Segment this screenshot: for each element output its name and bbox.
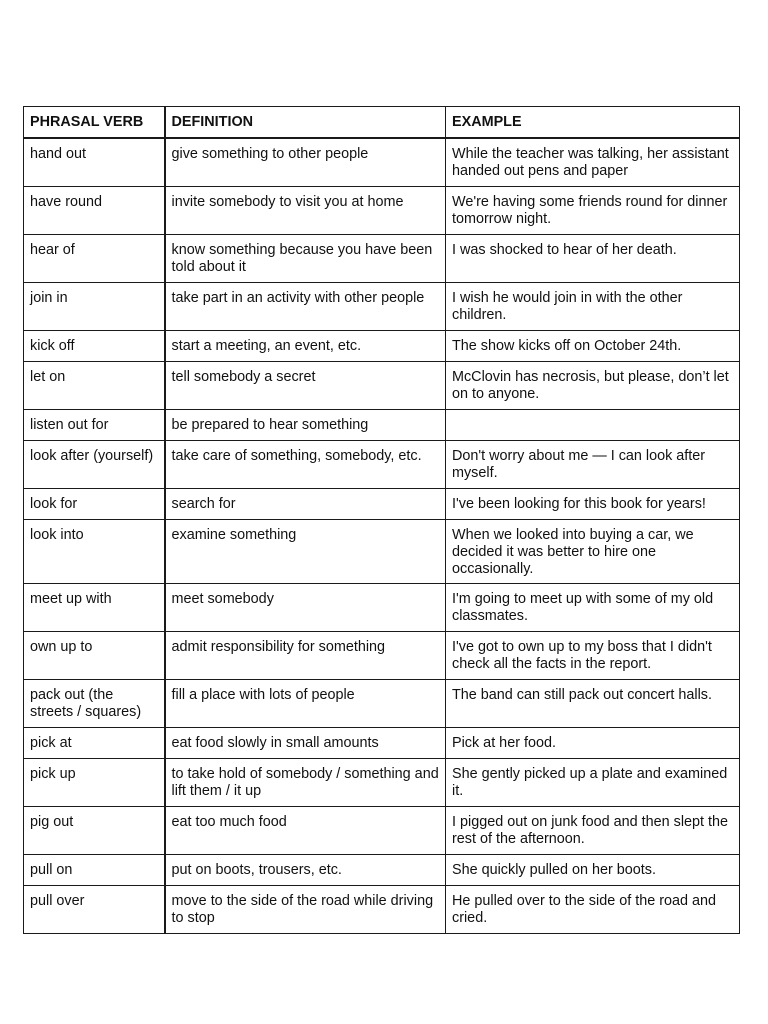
definition-cell: eat food slowly in small amounts (165, 728, 446, 759)
definition-cell: to take hold of somebody / something and lift them / it up (165, 759, 446, 807)
example-cell: When we looked into buying a car, we decided it was better to hire one occasionally. (446, 520, 740, 584)
verb-cell: pick at (24, 728, 165, 759)
verb-cell: let on (24, 362, 165, 410)
table-row (24, 283, 740, 331)
example-cell: I've got to own up to my boss that I didn't check all the facts in the report. (446, 632, 740, 680)
definition-cell: know something because you have been told about it (165, 235, 446, 283)
table-row (24, 138, 740, 187)
table-row (24, 584, 740, 632)
definition-cell: meet somebody (165, 584, 446, 632)
verb-cell: look into (24, 520, 165, 584)
definition-cell: admit responsibility for something (165, 632, 446, 680)
verb-cell: hear of (24, 235, 165, 283)
example-cell: He pulled over to the side of the road and cried. (446, 886, 740, 934)
table-row (24, 807, 740, 855)
header-example: EXAMPLE (446, 107, 740, 139)
example-cell (446, 410, 740, 441)
verb-cell: pull over (24, 886, 165, 934)
example-cell: She gently picked up a plate and examined it. (446, 759, 740, 807)
verb-cell: pick up (24, 759, 165, 807)
example-cell: The show kicks off on October 24th. (446, 331, 740, 362)
definition-cell: be prepared to hear something (165, 410, 446, 441)
definition-cell: give something to other people (165, 138, 446, 187)
header-phrasal-verb: PHRASAL VERB (24, 107, 165, 139)
table-row (24, 728, 740, 759)
table-row (24, 331, 740, 362)
phrasal-verbs-table (23, 106, 740, 934)
verb-cell: join in (24, 283, 165, 331)
example-cell: We're having some friends round for dinner tomorrow night. (446, 187, 740, 235)
definition-cell: search for (165, 489, 446, 520)
table-row (24, 410, 740, 441)
example-cell: I pigged out on junk food and then slept the rest of the afternoon. (446, 807, 740, 855)
verb-cell: pack out (the streets / squares) (24, 680, 165, 728)
verb-cell: pull on (24, 855, 165, 886)
verb-cell: look after (yourself) (24, 441, 165, 489)
example-cell: She quickly pulled on her boots. (446, 855, 740, 886)
table-row (24, 520, 740, 584)
example-cell: I've been looking for this book for years! (446, 489, 740, 520)
verb-cell: pig out (24, 807, 165, 855)
definition-cell: put on boots, trousers, etc. (165, 855, 446, 886)
table-row (24, 680, 740, 728)
example-cell: Pick at her food. (446, 728, 740, 759)
definition-cell: fill a place with lots of people (165, 680, 446, 728)
verb-cell: have round (24, 187, 165, 235)
example-cell: The band can still pack out concert halls. (446, 680, 740, 728)
definition-cell: invite somebody to visit you at home (165, 187, 446, 235)
table-row (24, 759, 740, 807)
example-cell: I'm going to meet up with some of my old classmates. (446, 584, 740, 632)
definition-cell: eat too much food (165, 807, 446, 855)
definition-cell: move to the side of the road while driving to stop (165, 886, 446, 934)
table-row (24, 187, 740, 235)
definition-cell: tell somebody a secret (165, 362, 446, 410)
header-definition: DEFINITION (165, 107, 446, 139)
verb-cell: kick off (24, 331, 165, 362)
table-row (24, 855, 740, 886)
example-cell: I was shocked to hear of her death. (446, 235, 740, 283)
definition-cell: start a meeting, an event, etc. (165, 331, 446, 362)
table-row (24, 235, 740, 283)
verb-cell: meet up with (24, 584, 165, 632)
table-row (24, 886, 740, 934)
verb-cell: hand out (24, 138, 165, 187)
verb-cell: listen out for (24, 410, 165, 441)
table-row (24, 441, 740, 489)
example-cell: Don't worry about me — I can look after myself. (446, 441, 740, 489)
table-row (24, 489, 740, 520)
definition-cell: take care of something, somebody, etc. (165, 441, 446, 489)
example-cell: I wish he would join in with the other children. (446, 283, 740, 331)
definition-cell: examine something (165, 520, 446, 584)
example-cell: While the teacher was talking, her assistant handed out pens and paper (446, 138, 740, 187)
example-cell: McClovin has necrosis, but please, don’t let on to anyone. (446, 362, 740, 410)
table-row (24, 362, 740, 410)
table-row (24, 632, 740, 680)
definition-cell: take part in an activity with other people (165, 283, 446, 331)
table-header-row (24, 107, 740, 139)
verb-cell: look for (24, 489, 165, 520)
verb-cell: own up to (24, 632, 165, 680)
